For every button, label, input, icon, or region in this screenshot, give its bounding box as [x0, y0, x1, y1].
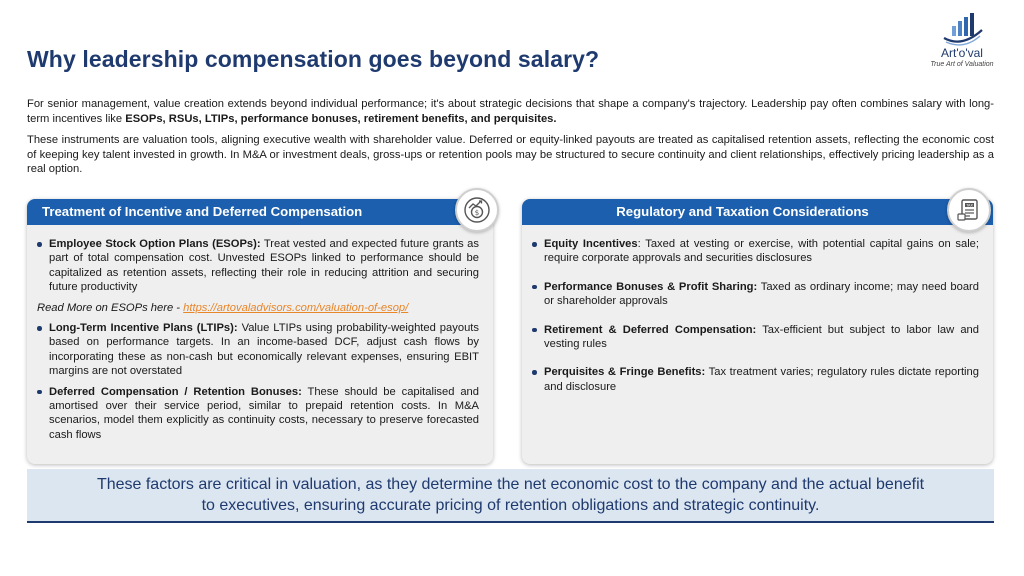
- item-text: Value LTIPs using probability-weighted payouts based on performance targets. In an income-based DCF, adjust cash flows by incorporating these as non-cash but economically relevant expenses, ensuring EBIT margins are not overstated: [49, 322, 479, 378]
- conclusion-banner: [27, 469, 994, 523]
- item-heading: Equity Incentives: [544, 238, 638, 250]
- logo-tagline: True Art of Valuation: [930, 61, 994, 68]
- list-item: [532, 280, 979, 309]
- read-more-line: [37, 301, 479, 315]
- item-text: : Taxed at vesting or exercise, with potential capital gains on sale; require corporate approvals and securities disclosures: [544, 238, 980, 265]
- item-text: Tax-efficient but subject to labor law and vesting rules: [544, 323, 979, 351]
- svg-text:$: $: [474, 209, 480, 217]
- card-body: [532, 237, 979, 408]
- item-heading: Retirement & Deferred Compensation:: [544, 323, 757, 336]
- list-item: [532, 365, 979, 394]
- item-text: Taxed as ordinary income; may need board or shareholder approvals: [544, 280, 979, 308]
- intro-p1-text: For senior management, value creation extends beyond individual performance; it's about strategic decisions that shape a company's trajectory. Leadership pay often combines salary with long-term incentives like: [27, 98, 994, 125]
- card-header: Treatment of Incentive and Deferred Compensation: [27, 199, 493, 225]
- esop-valuation-link[interactable]: https://artovaladvisors.com/valuation-of-esop/: [183, 301, 409, 314]
- bullet-list: [37, 321, 479, 442]
- read-more-label: Read More on ESOPs here -: [37, 301, 184, 314]
- card-header: Regulatory and Taxation Considerations: [522, 199, 993, 225]
- item-heading: Perquisites & Fringe Benefits:: [544, 366, 706, 379]
- item-text: These should be capitalised and amortised over their service period, similar to prepaid retention costs. In M&A scenarios, model them explicitly as continuity costs, necessary to preserve forecasted cash flows: [49, 385, 479, 441]
- item-heading: Employee Stock Option Plans (ESOPs):: [49, 238, 261, 250]
- intro-paragraph-1: [27, 97, 994, 126]
- list-item: [532, 323, 979, 352]
- card-body: [37, 237, 479, 448]
- item-text: Tax treatment varies; regulatory rules dictate reporting and disclosure: [544, 366, 979, 393]
- item-heading: Deferred Compensation / Retention Bonuses:: [49, 385, 302, 398]
- logo-name: Art'o'val: [941, 46, 983, 60]
- tax-document-icon: [947, 188, 991, 232]
- intro-p1-bold: ESOPs, RSUs, LTIPs, performance bonuses, retirement benefits, and perquisites.: [125, 112, 557, 125]
- svg-text:TAX: TAX: [966, 203, 973, 208]
- list-item: [37, 237, 479, 295]
- logo-bar-chart-icon: [940, 12, 984, 46]
- bullet-list: [37, 237, 479, 295]
- chart-coin-icon: [455, 188, 499, 232]
- item-heading: Long-Term Incentive Plans (LTIPs):: [49, 322, 238, 335]
- bullet-list: [532, 237, 979, 394]
- list-item: [37, 385, 479, 443]
- list-item: [37, 321, 479, 379]
- intro-paragraph-2: These instruments are valuation tools, aligning executive wealth with shareholder value. Deferred or equity-linked payouts are treated as capitalised retention assets, reflecting the economic cost of keeping key talent invested in growth. In M&A or investment deals, gross-ups or retention pools may be structured to secure continuity and client relationships, effectively pricing leadership as a real option.: [27, 134, 994, 176]
- regulatory-taxation-card: [522, 199, 993, 464]
- list-item: [532, 237, 979, 266]
- banner-line-1: These factors are critical in valuation, as they determine the net economic cost to the company and the actual benefit: [96, 476, 925, 493]
- item-text: Treat vested and expected future grants as part of total compensation cost. Unvested ESOPs linked to performance should be capitalized as retention assets, reflecting their role in reducing attrition and securing future productivity: [49, 238, 479, 294]
- banner-line-2: to executives, ensuring accurate pricing of retention obligations and strategic continuity.: [201, 497, 820, 514]
- page-title: Why leadership compensation goes beyond salary?: [27, 46, 600, 72]
- incentive-treatment-card: [27, 199, 493, 464]
- company-logo: [922, 12, 1002, 69]
- item-heading: Performance Bonuses & Profit Sharing:: [544, 280, 758, 293]
